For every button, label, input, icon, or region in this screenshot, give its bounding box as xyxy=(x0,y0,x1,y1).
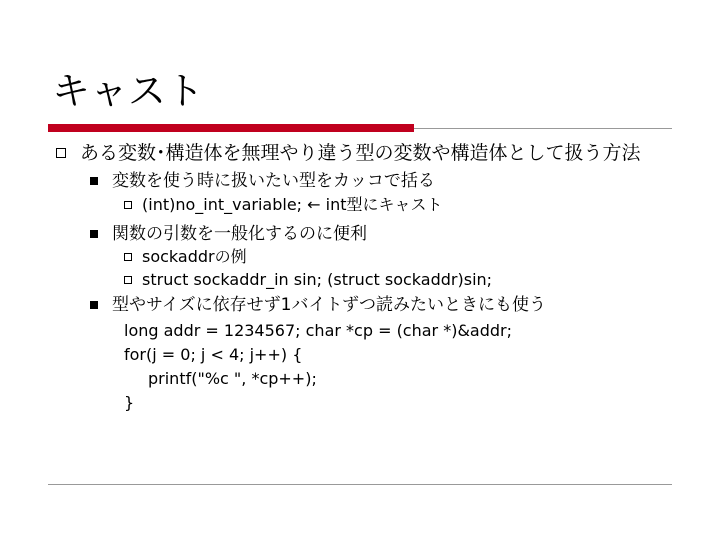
title-underline-rule xyxy=(414,128,672,129)
bullet-item-1: ある変数･構造体を無理やり違う型の変数や構造体として扱う方法 xyxy=(80,142,641,164)
filled-square-bullet-icon xyxy=(90,301,98,309)
hollow-square-bullet-icon xyxy=(56,148,66,158)
bullet-item-2: 変数を使う時に扱いたい型をカッコで括る xyxy=(112,171,435,191)
hollow-square-bullet-icon xyxy=(124,276,132,284)
bullet-item-3: (int)no_int_variable; ← int型にキャスト xyxy=(142,195,443,214)
code-line-3: printf("%c ", *cp++); xyxy=(148,369,317,388)
bullet-item-7: 型やサイズに依存せず1バイトずつ読みたいときにも使う xyxy=(112,295,546,315)
title-underline-accent xyxy=(48,124,414,132)
filled-square-bullet-icon xyxy=(90,177,98,185)
code-line-1: long addr = 1234567; char *cp = (char *)&addr; xyxy=(124,321,513,340)
bullet-item-5: sockaddrの例 xyxy=(142,247,247,266)
slide-title: キャスト xyxy=(52,69,205,113)
footer-rule xyxy=(48,484,672,485)
code-line-2: for(j = 0; j < 4; j++) { xyxy=(124,345,303,364)
bullet-item-6: struct sockaddr_in sin; (struct sockaddr)sin; xyxy=(142,270,493,289)
hollow-square-bullet-icon xyxy=(124,253,132,261)
filled-square-bullet-icon xyxy=(90,230,98,238)
bullet-item-4: 関数の引数を一般化するのに便利 xyxy=(112,224,367,244)
hollow-square-bullet-icon xyxy=(124,201,132,209)
code-line-4: } xyxy=(124,393,135,412)
